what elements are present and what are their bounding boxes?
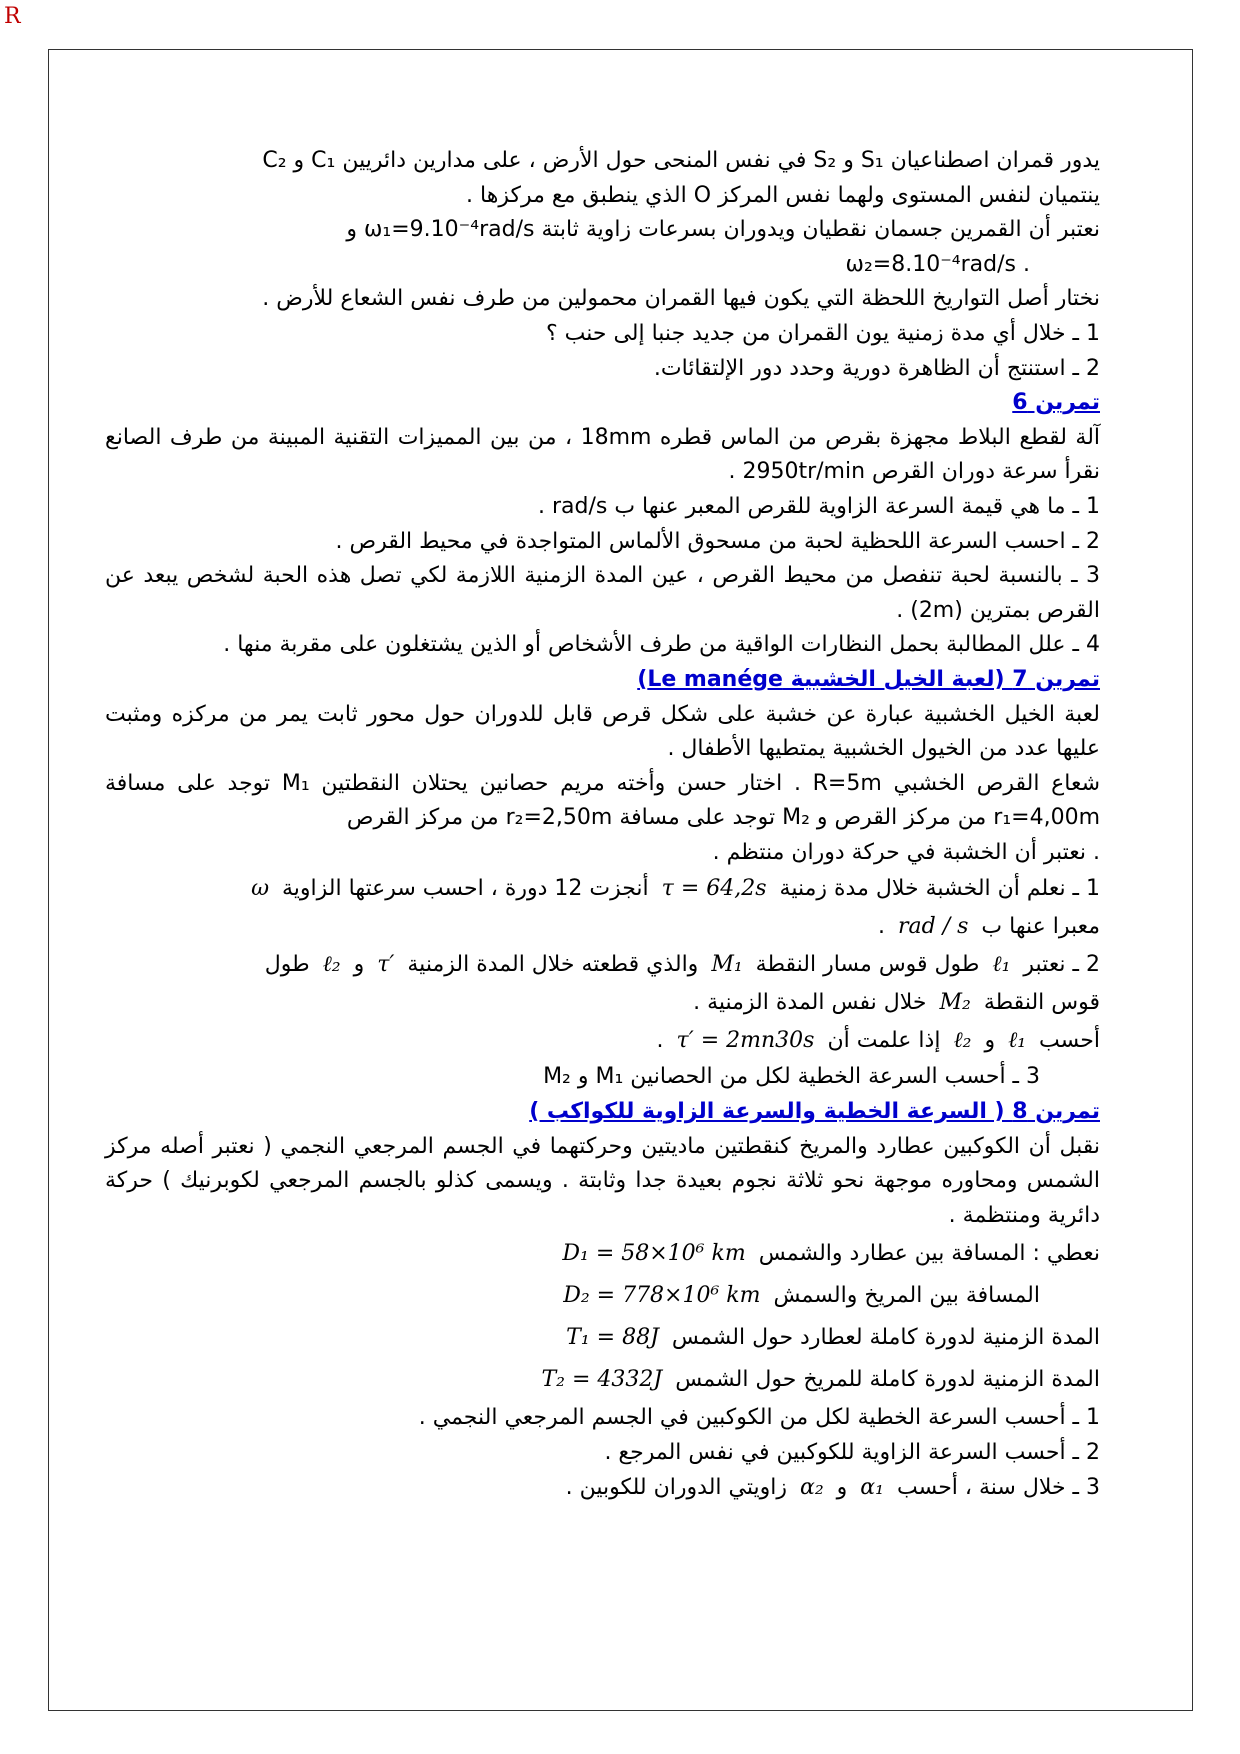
ex8-t1-label: المدة الزمنية لدورة كاملة لعطارد حول الشمس	[671, 1325, 1100, 1351]
ex8-d1-label: نعطي : المسافة بين عطارد والشمس	[758, 1241, 1100, 1267]
ex7-question-2-cont	[105, 984, 1100, 1022]
ex7-q2-M1: M₁	[711, 952, 743, 978]
ex8-q3-text-a: 3 ـ خلال سنة ، أحسب	[896, 1474, 1100, 1500]
ex7-question-2	[105, 946, 1100, 984]
ex7-q2-text-i: و	[984, 1028, 996, 1054]
intro-line-2: ينتميان لنفس المستوى ولهما نفس المركز O الذي ينطبق مع مركزها .	[466, 182, 1100, 208]
ex7-question-1	[105, 870, 1100, 946]
ex8-d1-value: D₁ = 58×10⁶ km	[562, 1241, 746, 1267]
ex6-question-1: 1 ـ ما هي قيمة السرعة الزاوية للقرص المعبر عنها ب rad/s .	[537, 493, 1100, 519]
ex7-q2-text-c: والذي قطعته خلال المدة الزمنية	[407, 952, 699, 978]
exercise-6-title: تمرين 6	[1012, 390, 1100, 416]
ex8-question-2: 2 ـ أحسب السرعة الزاوية للكوكبين في نفس المرجع .	[604, 1440, 1100, 1466]
ex7-q2-text-h: أحسب	[1039, 1028, 1100, 1054]
ex7-question-2-calc	[105, 1022, 1100, 1060]
ex7-paragraph-2: شعاع القرص الخشبي R=5m . اختار حسن وأخته مريم حصانين يحتلان النقطتين M₁ توجد على مسافة r₁=4,00m من مركز القرص و M₂ توجد على مسافة r₂=2,50m من مركز القرص	[105, 770, 1100, 831]
ex8-question-3	[105, 1471, 1100, 1506]
ex7-q2-l1: ℓ₁	[992, 952, 1011, 978]
ex7-q1-text-a: 1 ـ نعلم أن الخشبة خلال مدة زمنية	[779, 876, 1100, 902]
ex7-q1-unit: rad / s	[898, 914, 969, 940]
ex7-q2-text-g: خلال نفس المدة الزمنية .	[693, 990, 927, 1016]
ex8-q3-text-b: زاويتي الدوران للكوبين .	[565, 1474, 787, 1500]
ex7-q2-text-d: و	[353, 952, 365, 978]
document-body	[105, 144, 1100, 1505]
ex7-q2-text-k: .	[656, 1028, 664, 1054]
ex7-paragraph-3: . نعتبر أن الخشبة في حركة دوران منتظم .	[712, 839, 1100, 865]
exercise-8-title: تمرين 8 ( السرعة الخطية والسرعة الزاوية للكواكب )	[529, 1099, 1100, 1125]
ex8-t2-value: T₂ = 4332J	[541, 1367, 663, 1393]
ex8-t2	[105, 1359, 1100, 1401]
intro-line-5: نختار أصل التواريخ اللحظة التي يكون فيها القمران محمولين من طرف نفس الشعاع للأرض .	[262, 286, 1100, 312]
ex7-q1-omega: ω	[251, 876, 270, 902]
ex8-d2	[105, 1275, 1100, 1317]
intro-question-1: 1 ـ خلال أي مدة زمنية يون القمران من جديد جنبا إلى حنب ؟	[545, 320, 1100, 346]
ex7-q2-l2: ℓ₂	[322, 952, 341, 978]
ex8-q3-alpha1: α₁	[860, 1474, 884, 1500]
ex6-paragraph: آلة لقطع البلاط مجهزة بقرص من الماس قطره 18mm ، من بين المميزات التقنية المبينة من طرف الصانع نقرأ سرعة دوران القرص 2950tr/min .	[105, 424, 1101, 485]
ex7-q1-text-b: أنجزت 12 دورة ، احسب سرعتها الزاوية	[282, 876, 649, 902]
ex7-q2-M2: M₂	[939, 990, 971, 1016]
ex7-q2-tau: τ′	[377, 952, 395, 978]
ex7-q2-text-a: 2 ـ نعتبر	[1023, 952, 1100, 978]
ex7-paragraph-1: لعبة الخيل الخشبية عبارة عن خشبة على شكل قرص قابل للدوران حول محور ثابت يمر من مركزه ومثبت عليها عدد من الخيول الخشبية يمتطيها الأطفال .	[105, 701, 1100, 762]
ex7-q2-text-j: إذا علمت أن	[827, 1028, 941, 1054]
ex7-q2-text-e: طول	[264, 952, 310, 978]
ex8-d2-value: D₂ = 778×10⁶ km	[563, 1283, 761, 1309]
ex8-q3-and: و	[836, 1474, 848, 1500]
ex8-t1	[105, 1317, 1100, 1359]
intro-question-2: 2 ـ استنتج أن الظاهرة دورية وحدد دور الإلتقائات.	[653, 355, 1100, 381]
corner-mark: R	[4, 4, 21, 29]
ex6-question-2: 2 ـ احسب السرعة اللحظية لحبة من مسحوق الألماس المتواجدة في محيط القرص .	[335, 528, 1100, 554]
ex7-q2-l1b: ℓ₁	[1008, 1028, 1027, 1054]
ex8-d2-label: المسافة بين المريخ والسمش	[773, 1283, 1040, 1309]
ex8-question-1: 1 ـ أحسب السرعة الخطية لكل من الكوكبين في الجسم المرجعي النجمي .	[418, 1405, 1100, 1431]
intro-line-4: . ω₂=8.10⁻⁴rad/s	[845, 251, 1030, 277]
ex6-question-3: 3 ـ بالنسبة لحبة تنفصل من محيط القرص ، عين المدة الزمنية اللازمة لكي تصل هذه الحبة لشخص يبعد عن القرص بمترين (2m) .	[105, 563, 1100, 623]
ex7-q2-text-f: قوس النقطة	[983, 990, 1100, 1016]
exercise-7-title: تمرين 7 (لعبة الخيل الخشبية Le manége)	[637, 666, 1100, 692]
intro-line-1: يدور قمران اصطناعيان S₁ و S₂ في نفس المنحى حول الأرض ، على مدارين دائريين C₁ و C₂	[262, 148, 1100, 173]
ex7-q1-end: .	[878, 914, 885, 940]
ex8-q3-alpha2: α₂	[799, 1474, 824, 1500]
ex7-q1-tau: τ = 64,2s	[661, 876, 767, 902]
ex7-q2-text-b: طول قوس مسار النقطة	[755, 952, 980, 978]
intro-line-3: نعتبر أن القمرين جسمان نقطيان ويدوران بسرعات زاوية ثابتة ω₁=9.10⁻⁴rad/s و	[346, 217, 1100, 243]
ex8-paragraph: نقبل أن الكوكبين عطارد والمريخ كنقطتين ماديتين وحركتهما في الجسم المرجعي النجمي ( نعتبر أصله مركز الشمس ومحاوره موجهة نحو ثلاثة نجوم بعيدة جدا وثابتة . ويسمى كذلو بالجسم المرجعي لكوبرنيك ) حركة دائرية ومنتظمة .	[105, 1133, 1100, 1228]
ex7-q2-tau-value: τ′ = 2mn30s	[676, 1028, 815, 1054]
ex7-q1-text-c: معبرا عنها ب	[981, 914, 1100, 940]
ex8-t1-value: T₁ = 88J	[566, 1325, 659, 1351]
ex7-q2-l2b: ℓ₂	[953, 1028, 972, 1054]
ex7-question-3: 3 ـ أحسب السرعة الخطية لكل من الحصانين M₁ و M₂	[543, 1064, 1040, 1090]
ex6-question-4: 4 ـ علل المطالبة بحمل النظارات الواقية من طرف الأشخاص أو الذين يشتغلون على مقربة منها .	[223, 632, 1100, 658]
ex8-t2-label: المدة الزمنية لدورة كاملة للمريخ حول الشمس	[675, 1367, 1100, 1393]
ex8-d1	[105, 1233, 1100, 1275]
